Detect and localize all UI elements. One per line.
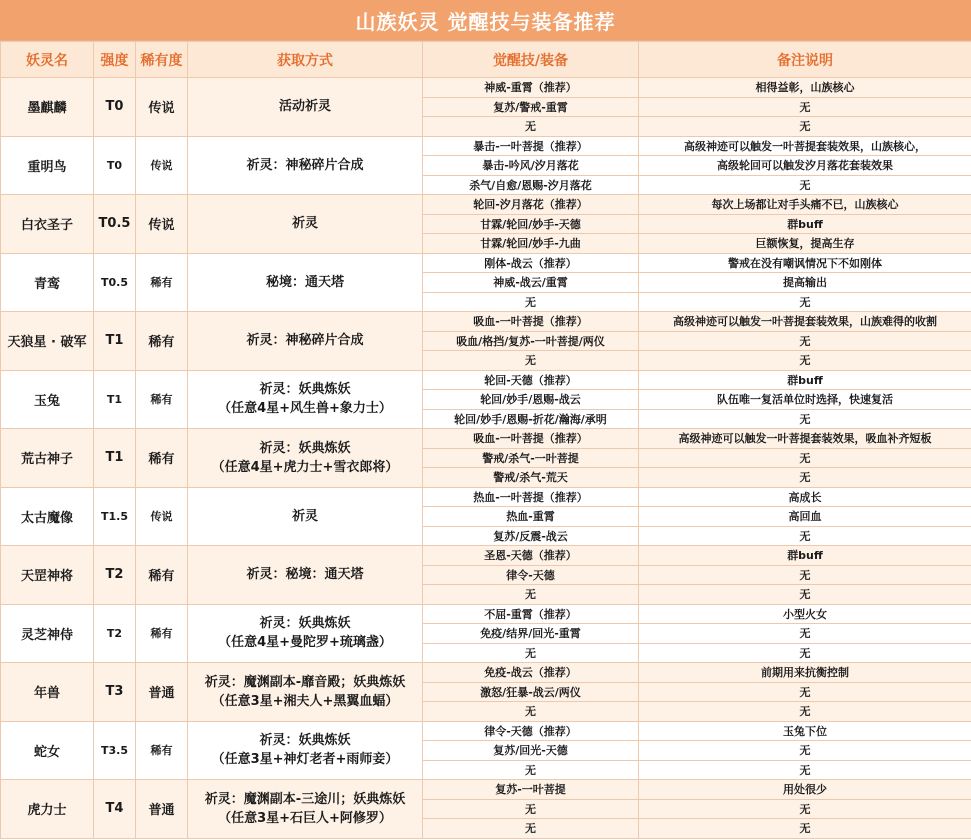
skill-equipment: 暴击-吟风/汐月落花: [423, 156, 639, 176]
skill-equipment: 警戒/杀气-荒天: [423, 468, 639, 488]
skill-equipment: 神威-重霄（推荐）: [423, 78, 639, 98]
spirit-tier: T0.5: [94, 253, 136, 312]
spirit-tier: T0: [94, 78, 136, 137]
spirit-tier: T0: [94, 136, 136, 195]
obtain-line: 秘境：通天塔: [265, 274, 344, 290]
spirit-name: 墨麒麟: [1, 78, 94, 137]
obtain-line: （任意4星+曼陀罗+琉璃盏）: [218, 635, 392, 651]
spirit-name: 虎力士: [1, 780, 94, 839]
skill-equipment: 复苏-一叶菩提: [423, 780, 639, 800]
note: 无: [639, 175, 971, 195]
skill-equipment: 甘霖/轮回/妙手-九曲: [423, 234, 639, 254]
spirit-rarity: 稀有: [136, 370, 188, 429]
note: 无: [639, 585, 971, 605]
skill-equipment: 轮回/妙手/恩赐-折花/瀚海/承明: [423, 409, 639, 429]
spirit-rarity: 稀有: [136, 604, 188, 663]
spirit-name: 天狼星 · 破军: [1, 312, 94, 371]
spirit-obtain: [188, 195, 423, 254]
note: 无: [639, 292, 971, 312]
table-row: [1, 429, 971, 449]
skill-equipment: 无: [423, 702, 639, 722]
page-title: 山族妖灵 觉醒技与装备推荐: [0, 0, 971, 41]
note: 无: [639, 682, 971, 702]
skill-equipment: 无: [423, 585, 639, 605]
obtain-line: （任意4星+虎力士+雪衣郎将）: [211, 459, 399, 475]
spirit-tier: T3.5: [94, 721, 136, 780]
spirit-name: 重明鸟: [1, 136, 94, 195]
obtain-line: （任意3星+神灯老者+雨师妾）: [211, 752, 399, 768]
skill-equipment: 轮回-汐月落花（推荐）: [423, 195, 639, 215]
header-spirit-name: 妖灵名: [1, 42, 94, 78]
note: 小型火女: [639, 604, 971, 624]
skill-equipment: 免疫/结界/回光-重霄: [423, 624, 639, 644]
spirit-tier: T1.5: [94, 487, 136, 546]
spirit-obtain: [188, 429, 423, 488]
obtain-line: 祈灵：妖典炼妖: [259, 733, 351, 749]
spirit-rarity: 传说: [136, 195, 188, 254]
note: 高级神迹可以触发一叶菩提套装效果，山族难得的收割: [639, 312, 971, 332]
note: 队伍唯一复活单位时选择，快速复活: [639, 390, 971, 410]
skill-equipment: 警戒/杀气-一叶菩提: [423, 448, 639, 468]
spirit-obtain: [188, 136, 423, 195]
skill-equipment: 无: [423, 351, 639, 371]
table-row: [1, 312, 971, 332]
skill-equipment: 无: [423, 292, 639, 312]
obtain-line: （任意4星+风生兽+象力士）: [218, 401, 392, 417]
skill-equipment: 甘霖/轮回/妙手-天德: [423, 214, 639, 234]
spirit-name: 青鸾: [1, 253, 94, 312]
table-row: [1, 370, 971, 390]
spirit-obtain: [188, 604, 423, 663]
skill-equipment: 激怒/狂暴-战云/两仪: [423, 682, 639, 702]
spirit-obtain: [188, 78, 423, 137]
skill-equipment: 吸血-一叶菩提（推荐）: [423, 429, 639, 449]
skill-equipment: 无: [423, 117, 639, 137]
spirit-tier: T1: [94, 370, 136, 429]
skill-equipment: 热血-重霄: [423, 507, 639, 527]
spirit-rarity: 普通: [136, 663, 188, 722]
skill-equipment: 暴击-一叶菩提（推荐）: [423, 136, 639, 156]
note: 每次上场都让对手头痛不已，山族核心: [639, 195, 971, 215]
skill-equipment: 无: [423, 643, 639, 663]
note: 巨额恢复，提高生存: [639, 234, 971, 254]
skill-equipment: 免疫-战云（推荐）: [423, 663, 639, 683]
spirit-obtain: [188, 487, 423, 546]
note: 提高输出: [639, 273, 971, 293]
skill-equipment: 无: [423, 799, 639, 819]
skill-equipment: 轮回-天德（推荐）: [423, 370, 639, 390]
table-row: [1, 663, 971, 683]
spirit-rarity: 稀有: [136, 721, 188, 780]
table-row: [1, 136, 971, 156]
spirit-rarity: 普通: [136, 780, 188, 839]
spirit-name: 天罡神将: [1, 546, 94, 605]
obtain-line: 祈灵: [291, 508, 318, 524]
skill-equipment: 律令-天德（推荐）: [423, 721, 639, 741]
skill-equipment: 不屈-重霄（推荐）: [423, 604, 639, 624]
spirit-rarity: 传说: [136, 78, 188, 137]
note: 无: [639, 351, 971, 371]
obtain-line: 活动祈灵: [278, 99, 331, 115]
note: 群buff: [639, 214, 971, 234]
obtain-line: （任意3星+石巨人+阿修罗）: [218, 810, 392, 826]
skill-equipment: 热血-一叶菩提（推荐）: [423, 487, 639, 507]
obtain-line: 祈灵：妖典炼妖: [259, 382, 351, 398]
table-row: [1, 546, 971, 566]
note: 用处很少: [639, 780, 971, 800]
obtain-line: 祈灵：神秘碎片合成: [246, 333, 364, 349]
table-row: [1, 78, 971, 98]
note: 警戒在没有嘲讽情况下不如刚体: [639, 253, 971, 273]
obtain-line: 祈灵：妖典炼妖: [259, 440, 351, 456]
note: 高成长: [639, 487, 971, 507]
table-body: [1, 78, 971, 839]
note: 高回血: [639, 507, 971, 527]
spirit-obtain: [188, 721, 423, 780]
skill-equipment: 复苏/回光-天德: [423, 741, 639, 761]
note: 无: [639, 702, 971, 722]
spirit-rarity: 稀有: [136, 546, 188, 605]
spirit-tier: T1: [94, 429, 136, 488]
obtain-line: 祈灵：魔渊副本-三途川；妖典炼妖: [204, 791, 406, 807]
note: 高级神迹可以触发一叶菩提套装效果，吸血补齐短板: [639, 429, 971, 449]
note: 无: [639, 624, 971, 644]
spirit-obtain: [188, 663, 423, 722]
note: 无: [639, 760, 971, 780]
note: 无: [639, 819, 971, 839]
skill-equipment: 神威-战云/重霄: [423, 273, 639, 293]
skill-equipment: 轮回/妙手/恩赐-战云: [423, 390, 639, 410]
spirit-rarity: 传说: [136, 136, 188, 195]
note: 群buff: [639, 370, 971, 390]
spirit-name: 玉兔: [1, 370, 94, 429]
skill-equipment: 复苏/警戒-重霄: [423, 97, 639, 117]
header-tier: 强度: [94, 42, 136, 78]
obtain-line: 祈灵：秘境：通天塔: [246, 567, 364, 583]
header-notes: 备注说明: [639, 42, 971, 78]
header-rarity: 稀有度: [136, 42, 188, 78]
note: 高级神迹可以触发一叶菩提套装效果，山族核心，: [639, 136, 971, 156]
header-skill-equipment: 觉醒技/装备: [423, 42, 639, 78]
header-obtain: 获取方式: [188, 42, 423, 78]
table-row: [1, 195, 971, 215]
note: 无: [639, 409, 971, 429]
skill-equipment: 刚体-战云（推荐）: [423, 253, 639, 273]
note: 无: [639, 643, 971, 663]
obtain-line: （任意3星+湘夫人+黑翼血蝠）: [211, 693, 399, 709]
obtain-line: 祈灵: [291, 216, 318, 232]
spirit-rarity: 稀有: [136, 429, 188, 488]
note: 无: [639, 97, 971, 117]
skill-equipment: 杀气/自愈/恩赐-汐月落花: [423, 175, 639, 195]
note: 无: [639, 331, 971, 351]
note: 高级轮回可以触发汐月落花套装效果: [639, 156, 971, 176]
spirit-obtain: [188, 370, 423, 429]
note: 前期用来抗衡控制: [639, 663, 971, 683]
skill-equipment: 吸血-一叶菩提（推荐）: [423, 312, 639, 332]
skill-equipment: 无: [423, 819, 639, 839]
spirit-name: 荒古神子: [1, 429, 94, 488]
table-row: [1, 487, 971, 507]
spirit-tier: T4: [94, 780, 136, 839]
spirit-rarity: 稀有: [136, 312, 188, 371]
table-row: [1, 253, 971, 273]
obtain-line: 祈灵：魔渊副本-靡音殿；妖典炼妖: [204, 674, 406, 690]
spirit-obtain: [188, 780, 423, 839]
note: 无: [639, 741, 971, 761]
note: 无: [639, 468, 971, 488]
note: 无: [639, 448, 971, 468]
note: 相得益彰，山族核心: [639, 78, 971, 98]
note: 玉兔下位: [639, 721, 971, 741]
table-row: [1, 604, 971, 624]
skill-equipment: 律令-天德: [423, 565, 639, 585]
spirit-tier: T1: [94, 312, 136, 371]
note: 无: [639, 526, 971, 546]
spirit-obtain: [188, 312, 423, 371]
skill-equipment: 圣恩-天德（推荐）: [423, 546, 639, 566]
note: 群buff: [639, 546, 971, 566]
spirit-tier: T2: [94, 604, 136, 663]
table-row: [1, 721, 971, 741]
obtain-line: 祈灵：神秘碎片合成: [246, 157, 364, 173]
spirit-tier: T0.5: [94, 195, 136, 254]
note: 无: [639, 799, 971, 819]
spirit-name: 白衣圣子: [1, 195, 94, 254]
spirit-rarity: 稀有: [136, 253, 188, 312]
spirit-rarity: 传说: [136, 487, 188, 546]
recommendation-table: [0, 41, 971, 839]
obtain-line: 祈灵：妖典炼妖: [259, 616, 351, 632]
spirit-name: 太古魔像: [1, 487, 94, 546]
spirit-obtain: [188, 253, 423, 312]
spirit-tier: T3: [94, 663, 136, 722]
skill-equipment: 吸血/格挡/复苏-一叶菩提/两仪: [423, 331, 639, 351]
spirit-name: 蛇女: [1, 721, 94, 780]
skill-equipment: 复苏/反震-战云: [423, 526, 639, 546]
skill-equipment: 无: [423, 760, 639, 780]
table-header-row: [1, 42, 971, 78]
spirit-tier: T2: [94, 546, 136, 605]
note: 无: [639, 565, 971, 585]
spirit-name: 灵芝神侍: [1, 604, 94, 663]
table-row: [1, 780, 971, 800]
spirit-obtain: [188, 546, 423, 605]
spirit-name: 年兽: [1, 663, 94, 722]
note: 无: [639, 117, 971, 137]
